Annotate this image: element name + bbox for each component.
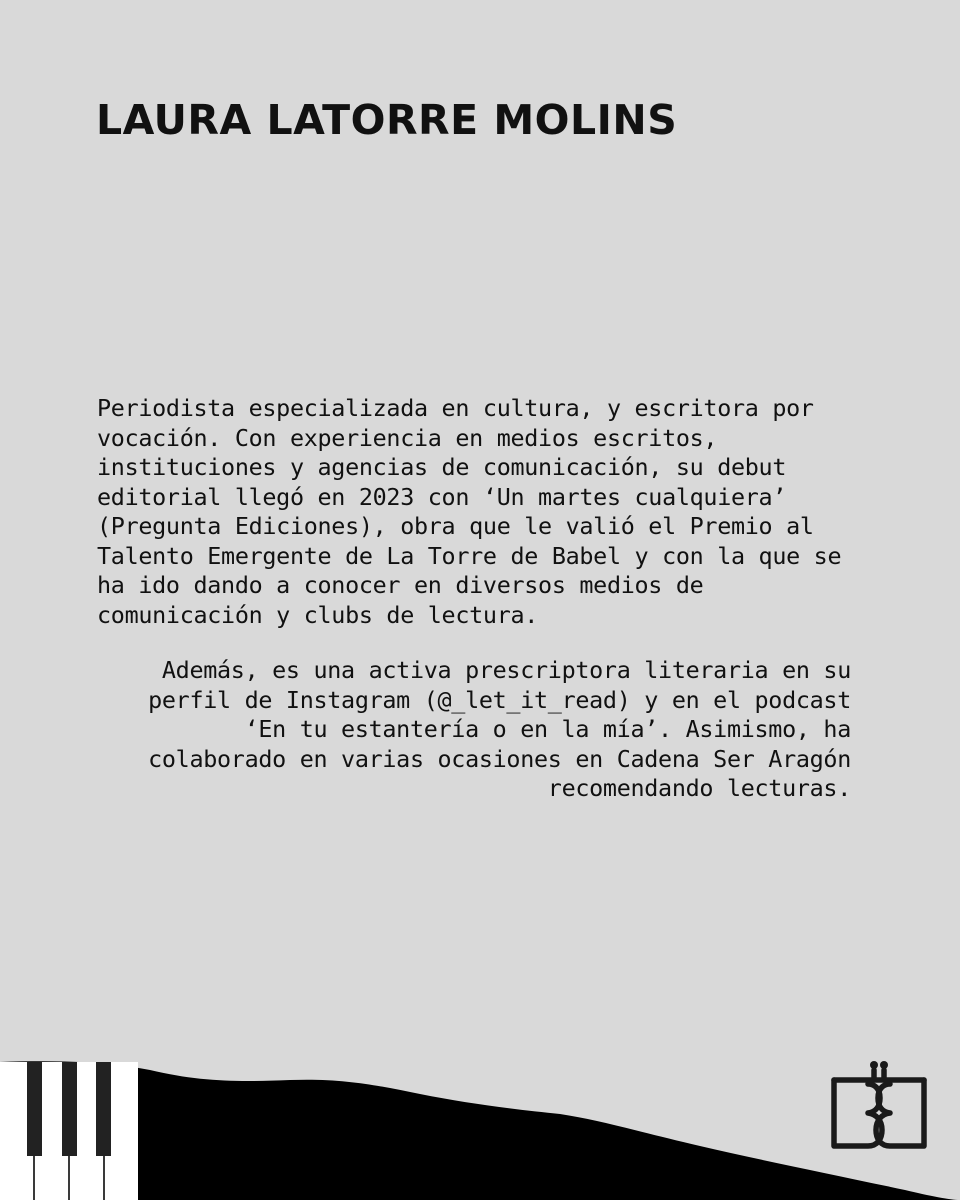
bio-paragraph-2: Además, es una activa prescriptora literaria en su perfil de Instagram (@_let_it_read) y en el podcast ‘En tu estantería o en la mía’. Asimismo, ha colaborado en varias ocasiones en Cadena Ser Aragón recomendando lecturas. bbox=[148, 656, 851, 802]
brand-logo-icon bbox=[828, 1058, 930, 1154]
page-title: LAURA LATORRE MOLINS bbox=[96, 96, 678, 144]
black-wave bbox=[0, 1061, 960, 1200]
bio-paragraph-1: Periodista especializada en cultura, y escritora por vocación. Con experiencia en medios escritos, instituciones y agencias de comunicación, su debut editorial llegó en 2023 con ‘Un martes cualquiera’ (Pregunta Ediciones), obra que le valió el Premio al Talento Emergente de La Torre de Babel y con la que se ha ido dando a conocer en diversos medios de comunicación y clubs de lectura. bbox=[97, 394, 842, 629]
footer-decoration bbox=[0, 1050, 960, 1200]
piano-keys-icon bbox=[0, 1062, 138, 1200]
